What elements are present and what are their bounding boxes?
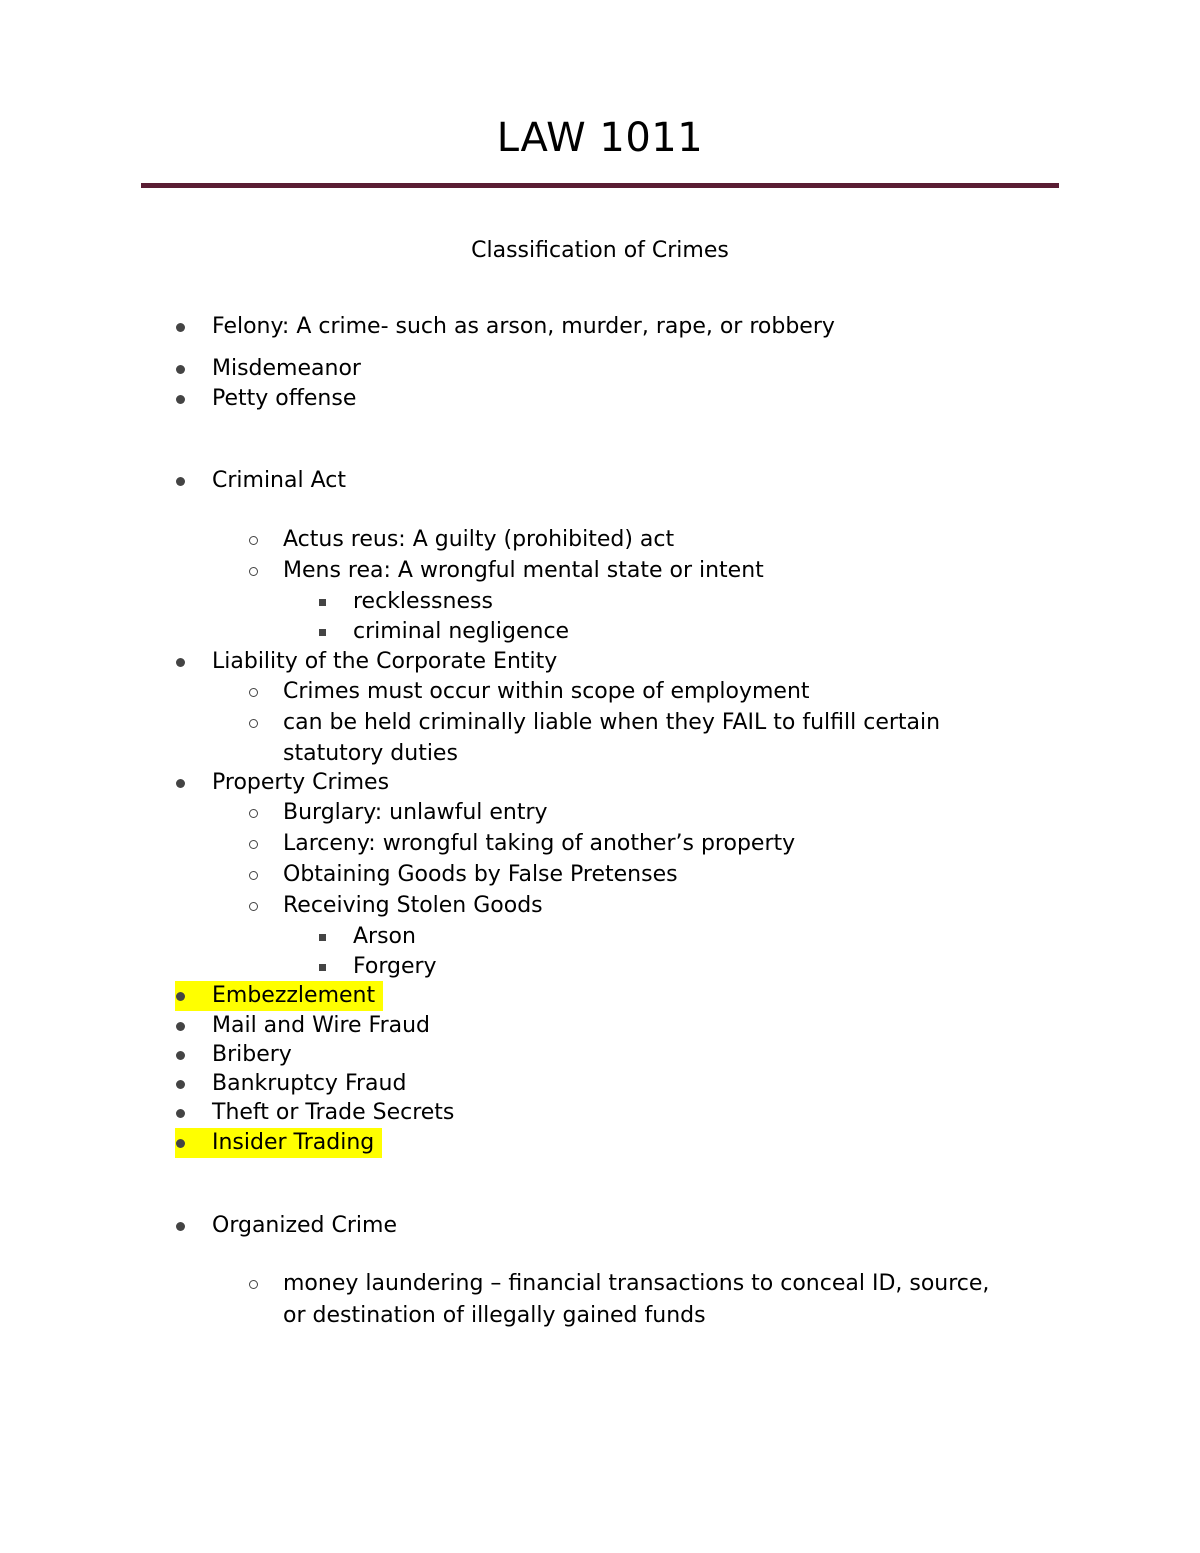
- list-item-text: Insider Trading: [212, 1130, 375, 1155]
- list-item: [0, 466, 1200, 496]
- bullet-disc-icon: [176, 395, 185, 404]
- list-item-text: Property Crimes: [212, 770, 390, 795]
- bullet-disc-icon: [176, 1139, 185, 1148]
- list-item: [0, 1269, 1200, 1299]
- list-item-text: Mens rea: A wrongful mental state or intent: [283, 558, 764, 583]
- list-item: [0, 860, 1200, 890]
- bullet-disc-icon: [176, 365, 185, 374]
- list-item: [0, 1040, 1200, 1070]
- bullet-disc-icon: [176, 1080, 185, 1089]
- list-item-text: Organized Crime: [212, 1213, 398, 1238]
- list-item-text: money laundering – financial transactions to conceal ID, source,: [283, 1271, 990, 1296]
- list-item-text: Bribery: [212, 1042, 292, 1067]
- bullet-circle-icon: [249, 840, 258, 849]
- title-divider: [141, 183, 1059, 188]
- list-item: [0, 354, 1200, 384]
- bullet-disc-icon: [176, 992, 185, 1001]
- document-title: LAW 1011: [496, 115, 704, 161]
- bullet-square-icon: [319, 599, 326, 606]
- bullet-disc-icon: [176, 779, 185, 788]
- bullet-disc-icon: [176, 658, 185, 667]
- list-item-text: Liability of the Corporate Entity: [212, 649, 558, 674]
- list-item-text: Burglary: unlawful entry: [283, 800, 548, 825]
- list-item-text: Mail and Wire Fraud: [212, 1013, 431, 1038]
- list-item-text: Bankruptcy Fraud: [212, 1071, 407, 1096]
- bullet-disc-icon: [176, 477, 185, 486]
- list-item: [0, 312, 1200, 342]
- bullet-circle-icon: [249, 688, 258, 697]
- list-item-text: Arson: [353, 924, 416, 949]
- list-item: [0, 556, 1200, 586]
- list-item: [0, 891, 1200, 921]
- list-item-text: Obtaining Goods by False Pretenses: [283, 862, 678, 887]
- list-item: [0, 587, 1200, 617]
- list-item: [0, 829, 1200, 859]
- list-item: [0, 1098, 1200, 1128]
- list-item: [0, 768, 1200, 798]
- list-item-text: Actus reus: A guilty (prohibited) act: [283, 527, 675, 552]
- list-item: [0, 952, 1200, 982]
- list-item-text: can be held criminally liable when they FAIL to fulfill certain: [283, 710, 941, 735]
- list-item-text: Crimes must occur within scope of employment: [283, 679, 810, 704]
- list-item-text: criminal negligence: [353, 619, 570, 644]
- list-item: [0, 647, 1200, 677]
- bullet-circle-icon: [249, 809, 258, 818]
- list-item-text: Petty offense: [212, 386, 357, 411]
- bullet-circle-icon: [249, 567, 258, 576]
- bullet-square-icon: [319, 964, 326, 971]
- list-item: [0, 1069, 1200, 1099]
- list-item-text: Theft or Trade Secrets: [212, 1100, 455, 1125]
- list-item: [0, 384, 1200, 414]
- bullet-circle-icon: [249, 902, 258, 911]
- list-item: [0, 708, 1200, 738]
- list-item-text: Misdemeanor: [212, 356, 361, 381]
- bullet-disc-icon: [176, 1109, 185, 1118]
- list-item: [0, 677, 1200, 707]
- bullet-square-icon: [319, 629, 326, 636]
- bullet-circle-icon: [249, 871, 258, 880]
- list-item: [0, 525, 1200, 555]
- list-item-text: Felony: A crime- such as arson, murder, rape, or robbery: [212, 314, 835, 339]
- list-item-text: recklessness: [353, 589, 493, 614]
- list-item-text: or destination of illegally gained funds: [283, 1303, 706, 1328]
- list-item: [0, 1128, 1200, 1158]
- list-item-text: Forgery: [353, 954, 437, 979]
- bullet-square-icon: [319, 934, 326, 941]
- list-item: [0, 1011, 1200, 1041]
- list-item: [0, 981, 1200, 1011]
- list-item-text: Embezzlement: [212, 983, 376, 1008]
- bullet-disc-icon: [176, 1022, 185, 1031]
- bullet-disc-icon: [176, 323, 185, 332]
- section-heading: Classification of Crimes: [471, 238, 729, 263]
- list-item-text: statutory duties: [283, 741, 458, 766]
- list-item-text: Receiving Stolen Goods: [283, 893, 543, 918]
- list-item: [0, 1211, 1200, 1241]
- bullet-circle-icon: [249, 536, 258, 545]
- list-item: [0, 617, 1200, 647]
- list-item-text: Criminal Act: [212, 468, 346, 493]
- list-item-text: Larceny: wrongful taking of another’s property: [283, 831, 796, 856]
- list-item: [0, 1301, 1200, 1331]
- list-item: [0, 798, 1200, 828]
- list-item: [0, 739, 1200, 769]
- bullet-disc-icon: [176, 1051, 185, 1060]
- bullet-circle-icon: [249, 1280, 258, 1289]
- bullet-circle-icon: [249, 719, 258, 728]
- list-item: [0, 922, 1200, 952]
- bullet-disc-icon: [176, 1222, 185, 1231]
